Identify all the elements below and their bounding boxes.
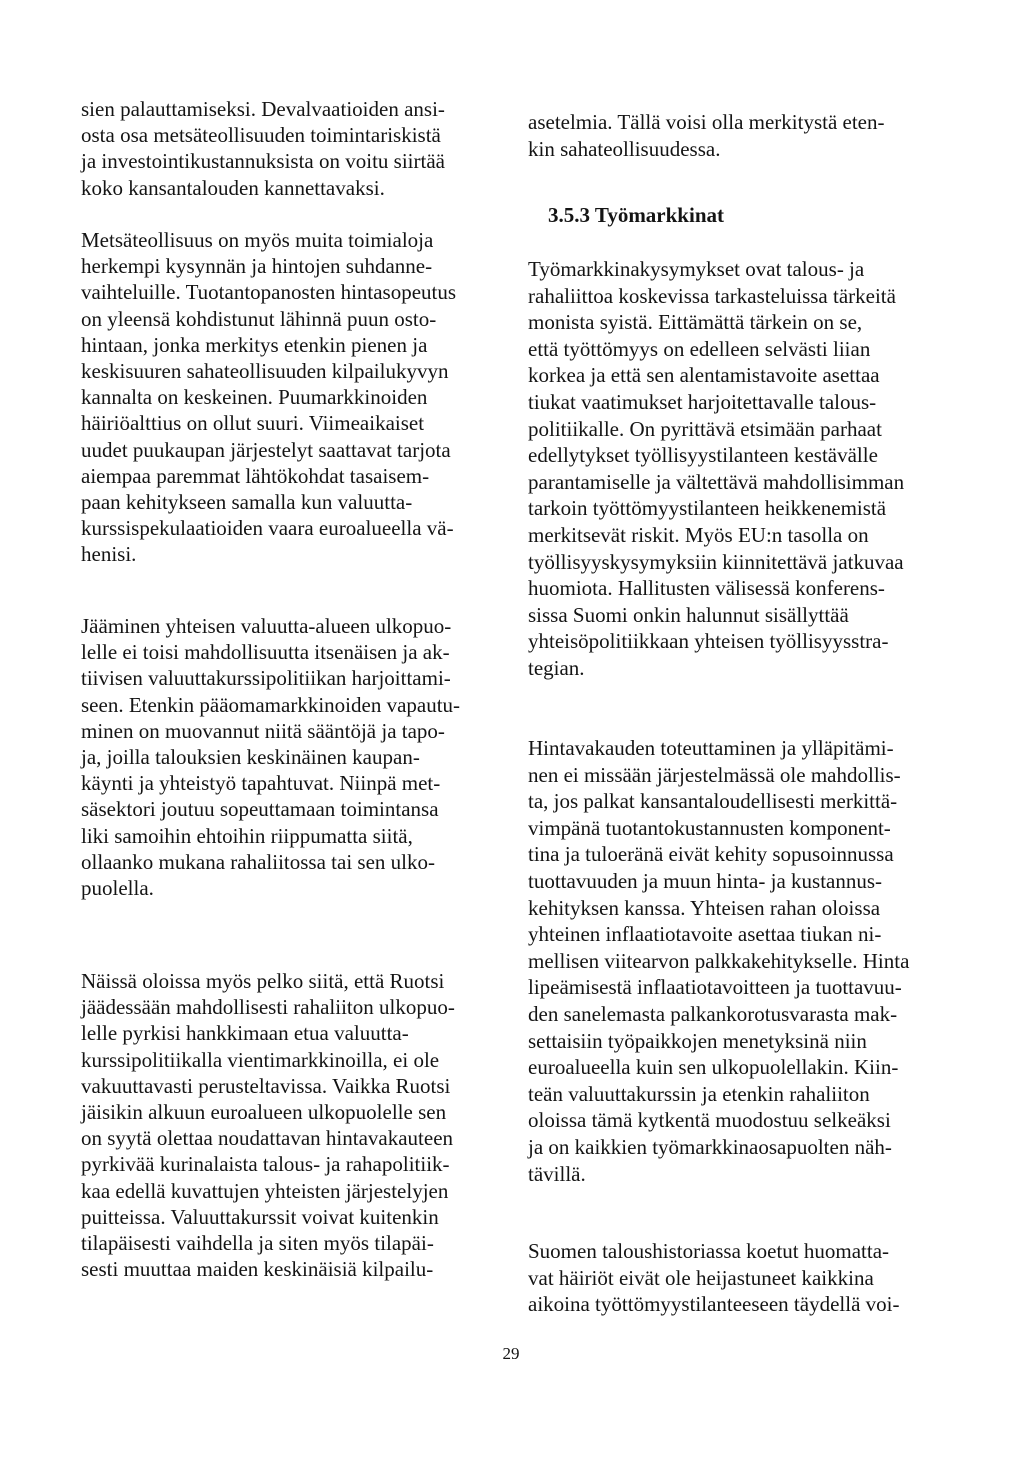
text-line: tarkoin työttömyystilanteen heikkenemistä [528,496,887,521]
text-line: monista syistä. Eittämättä tärkein on se, [528,310,863,335]
text-line: liki samoihin ehtoihin riippumatta siitä, [81,823,413,848]
text-line: Hintavakauden toteuttaminen ja ylläpitämi- [528,736,894,760]
text-line: Työmarkkinakysymykset ovat talous- ja [528,257,865,281]
text-line: seen. Etenkin pääomamarkkinoiden vapautu- [81,692,461,717]
text-line: teän valuuttakurssin ja etenkin rahaliiton [528,1081,870,1106]
text-line: Näissä oloissa myös pelko siitä, että Ruotsi [81,969,445,993]
paragraph [81,968,513,1282]
text-line: tiivisen valuuttakurssipolitiikan harjoittami- [81,666,451,691]
text-line: puolella. [81,876,154,901]
text-line: sien palauttamiseksi. Devalvaatioiden ansi- [81,97,445,121]
text-line: että työttömyys on edelleen selvästi liian [528,336,871,361]
text-line: tina ja tuloeränä eivät kehity sopusoinnussa [528,842,894,867]
text-line: lelle pyrkisi hankkimaan etua valuutta- [81,1021,409,1046]
text-line: tiukat vaatimukset harjoitettavalle talous- [528,389,877,414]
text-line: kin sahateollisuudessa. [528,136,721,161]
text-line: kaa edellä kuvattujen yhteisten järjestelyjen [81,1178,449,1203]
text-line: yhteinen inflaatiotavoite asettaa tiukan ni- [528,922,882,947]
paragraph [81,227,513,568]
text-line: pyrkivää kurinalaista talous- ja rahapolitiik- [81,1152,450,1177]
text-line: puitteissa. Valuuttakurssit voivat kuitenkin [81,1204,439,1229]
text-line: on yleensä kohdistunut lähinnä puun osto- [81,306,437,331]
text-line: settaisiin työpaikkojen menetyksinä niin [528,1028,867,1053]
text-line: minen on muovannut niitä sääntöjä ja tapo- [81,718,445,743]
text-line: tuottavuuden ja muun hinta- ja kustannus- [528,868,883,893]
text-line: lipeämisestä inflaatiotavoitteen ja tuottavuu- [528,975,902,1000]
text-line: ja investointikustannuksista on voitu siirtää [81,149,445,174]
text-line: jäisikin alkuun euroalueen ulkopuolelle sen [81,1100,447,1125]
text-line: nen ei missään järjestelmässä ole mahdollis- [528,762,901,787]
text-line: on syytä olettaa noudattavan hintavakauteen [81,1126,454,1151]
text-line: parantamiselle ja vältettävä mahdollisimman [528,469,905,494]
text-line: lelle ei toisi mahdollisuutta itsenäisen ja ak- [81,640,450,665]
text-line: Jääminen yhteisen valuutta-alueen ulkopuo- [81,614,452,638]
text-line: tävillä. [528,1161,586,1186]
paragraph [528,109,980,162]
text-line: vakuuttavasti perusteltavissa. Vaikka Ruotsi [81,1073,451,1098]
text-line: kurssispekulaatioiden vaara euroalueella vä- [81,516,454,541]
text-line: korkea ja että sen alentamistavoite asettaa [528,363,880,388]
text-line: vimpänä tuotantokustannusten komponent- [528,815,891,840]
text-line: edellytykset työllisyystilanteen kestävälle [528,443,878,468]
text-line: työllisyyskysymyksiin kiinnitettävä jatkuvaa [528,549,904,574]
text-line: huomiota. Hallitusten välisessä konferens- [528,576,885,601]
text-line: vaihteluille. Tuotantopanosten hintasopeutus [81,280,457,305]
text-line: jäädessään mahdollisesti rahaliiton ulkopuo- [81,995,455,1020]
text-line: kannalta on keskeinen. Puumarkkinoiden [81,385,428,410]
text-line: mellisen viitearvon palkkakehitykselle. Hinta [528,948,910,973]
page-number: 29 [502,1344,520,1363]
paragraph [81,96,513,201]
text-line: vat häiriöt eivät ole heijastuneet kaikkina [528,1265,874,1290]
text-line: säsektori joutuu sopeuttamaan toimintansa [81,797,439,822]
text-line: koko kansantalouden kannettavaksi. [81,175,385,200]
text-line: kurssipolitiikalla vientimarkkinoilla, ei ole [81,1047,440,1072]
text-line: uudet puukaupan järjestelyt saattavat tarjota [81,437,451,462]
section-heading: 3.5.3 Työmarkkinat [548,203,724,227]
text-line: käynti ja yhteistyö tapahtuvat. Niinpä met- [81,771,441,796]
text-line: euroalueella kuin sen ulkopuolellakin. Kiin- [528,1055,899,1080]
text-line: sesti muuttaa maiden keskinäisiä kilpailu- [81,1257,434,1282]
text-line: Metsäteollisuus on myös muita toimialoja [81,228,434,252]
text-line: ja, joilla talouksien keskinäinen kaupan- [81,745,420,770]
text-line: yhteisöpolitiikkaan yhteisen työllisyysstra- [528,629,889,654]
text-line: oloissa tämä kytkentä muodostuu selkeäksi [528,1108,891,1133]
text-line: keskisuuren sahateollisuuden kilpailukyvyn [81,359,449,384]
paragraph [528,735,980,1187]
text-line: den sanelemasta palkankorotusvarasta mak- [528,1001,898,1026]
text-line: osta osa metsäteollisuuden toimintariskistä [81,123,441,148]
text-line: merkitsevät riskit. Myös EU:n tasolla on [528,522,869,547]
text-line: ja on kaikkien työmarkkinaosapuolten näh- [528,1134,892,1159]
text-line: sissa Suomi onkin halunnut sisällyttää [528,602,849,627]
text-line: henisi. [81,542,137,567]
text-line: paan kehitykseen samalla kun valuutta- [81,490,413,515]
paragraph [528,256,980,682]
text-line: hintaan, jonka merkitys etenkin pienen ja [81,332,428,357]
text-line: ollaanko mukana rahaliitossa tai sen ulko- [81,849,435,874]
paragraph [528,1238,980,1318]
text-line: rahaliittoa koskevissa tarkasteluissa tärkeitä [528,283,896,308]
text-line: aikoina työttömyystilanteeseen täydellä voi- [528,1292,900,1317]
text-line: politiikalle. On pyrittävä etsimään parhaat [528,416,882,441]
text-line: aiempaa paremmat lähtökohdat tasaisem- [81,463,430,488]
text-line: kehityksen kanssa. Yhteisen rahan oloissa [528,895,881,920]
text-line: tilapäisesti vaihdella ja siten myös tilapäi- [81,1231,434,1256]
text-line: Suomen taloushistoriassa koetut huomatta- [528,1239,890,1263]
paragraph [81,613,513,901]
text-line: herkempi kysynnän ja hintojen suhdanne- [81,254,433,279]
text-line: ta, jos palkat kansantaloudellisesti merkittä- [528,789,898,814]
text-line: häiriöalttius on ollut suuri. Viimeaikaiset [81,411,425,436]
text-line: tegian. [528,655,585,680]
text-line: asetelmia. Tällä voisi olla merkitystä eten- [528,110,885,134]
